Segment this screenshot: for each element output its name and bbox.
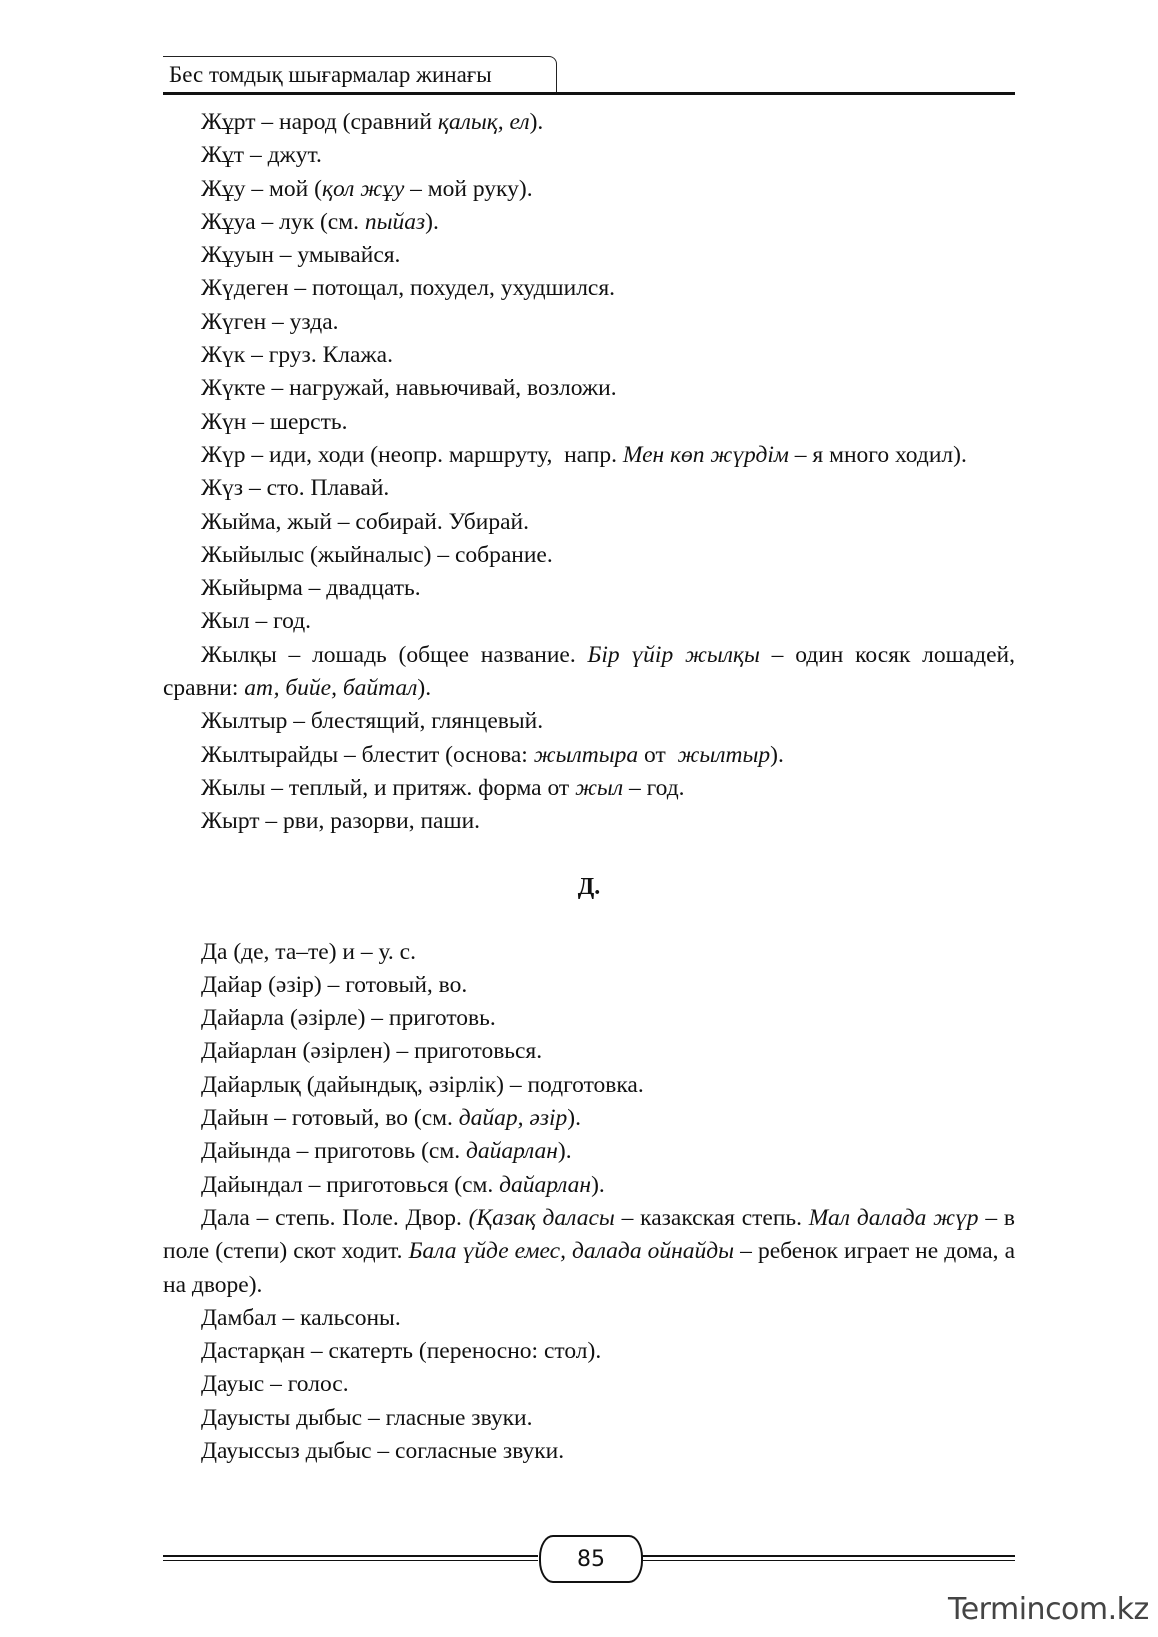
dictionary-entry: Жыйма, жый – собирай. Убирай. xyxy=(201,508,529,535)
dictionary-entry: Дауысты дыбыс – гласные звуки. xyxy=(201,1404,533,1431)
dictionary-entry: Жұрт – народ (сравний қалық, ел). xyxy=(201,109,544,135)
dictionary-entry: Дауыссыз дыбыс – согласные звуки. xyxy=(201,1437,565,1464)
page-footer xyxy=(163,1530,1015,1590)
section-letter: Д. xyxy=(577,873,601,900)
footer-rule-left xyxy=(163,1555,538,1561)
footer-rule-right xyxy=(640,1555,1015,1561)
dictionary-entry: Жүк – груз. Клажа. xyxy=(201,342,393,369)
dictionary-entry: Жылы – теплый, и притяж. форма от жыл – год. xyxy=(201,774,685,801)
dictionary-entry: Жыл – год. xyxy=(201,608,312,635)
watermark-text: Termincom.kz xyxy=(948,1592,1149,1627)
dictionary-entry: Дала – степь. Поле. Двор. (Қазақ даласы – казакская степь. Мал далада жүр – в поле (степи) скот ходит. Бала үйде емес, далада ойнайды – ребенок играет не дома, а на дворе). xyxy=(163,1204,1016,1298)
watermark xyxy=(948,1592,1148,1632)
entries-d-list xyxy=(163,936,1015,1469)
dictionary-entry: Жүген – узда. xyxy=(201,308,339,335)
dictionary-entry: Жұуа – лук (см. пыйаз). xyxy=(201,208,439,235)
dictionary-entry: Дайында – приготовь (см. дайарлан). xyxy=(201,1138,572,1165)
dictionary-entry: Да (де, та–те) и – у. с. xyxy=(201,938,416,965)
dictionary-entry: Жырт – рви, разорви, паши. xyxy=(201,808,481,835)
dictionary-entry: Жылтырайды – блестит (основа: жылтыра от жылтыр). xyxy=(201,741,784,768)
dictionary-entry: Жыйылыс (жыйналыс) – собрание. xyxy=(201,541,553,568)
dictionary-entry: Дайындал – приготовься (см. дайарлан). xyxy=(201,1171,605,1198)
dictionary-entry: Жүдеген – потощал, похудел, ухудшился. xyxy=(201,275,616,302)
page-number: 85 xyxy=(539,1535,643,1583)
dictionary-entry: Дайарлық (дайындық, әзірлік) – подготовка. xyxy=(201,1071,644,1098)
dictionary-entry: Жүз – сто. Плавай. xyxy=(201,475,390,502)
dictionary-entry: Жүр – иди, ходи (неопр. маршруту, напр. Мен көп жүрдім – я много ходил). xyxy=(201,441,967,468)
dictionary-entry: Дайын – готовый, во (см. дайар, әзір). xyxy=(201,1105,581,1132)
dictionary-entry: Жылқы – лошадь (общее название. Бір үйір жылқы – один косяк лошадей, сравни: ат, бийе, байтал). xyxy=(163,641,1015,702)
dictionary-entry: Дастарқан – скатерть (переносно: стол). xyxy=(201,1338,602,1365)
dictionary-entry: Дауыс – голос. xyxy=(201,1371,349,1398)
dictionary-content xyxy=(163,106,1015,1468)
dictionary-entry: Жұт – джут. xyxy=(201,142,322,169)
dictionary-entry: Дайар (әзір) – готовый, во. xyxy=(201,971,468,998)
dictionary-entry: Жыйырма – двадцать. xyxy=(201,575,421,602)
header-title: Бес томдық шығармалар жинағы xyxy=(169,62,492,87)
dictionary-entry: Жүн – шерсть. xyxy=(201,408,348,435)
dictionary-entry: Жұуын – умывайся. xyxy=(201,242,401,269)
dictionary-entry: Жұу – мой (қол жұу – мой руку). xyxy=(201,175,533,202)
header-rule xyxy=(163,92,1015,95)
dictionary-entry: Дамбал – кальсоны. xyxy=(201,1304,401,1331)
dictionary-entry: Дайарлан (әзірлен) – приготовься. xyxy=(201,1038,543,1065)
entries-zh-list xyxy=(163,106,1015,839)
dictionary-entry: Дайарла (әзірле) – приготовь. xyxy=(201,1005,496,1032)
dictionary-entry: Жылтыр – блестящий, глянцевый. xyxy=(201,708,544,735)
running-header xyxy=(163,56,1015,96)
dictionary-entry: Жүкте – нагружай, навьючивай, возложи. xyxy=(201,375,617,402)
